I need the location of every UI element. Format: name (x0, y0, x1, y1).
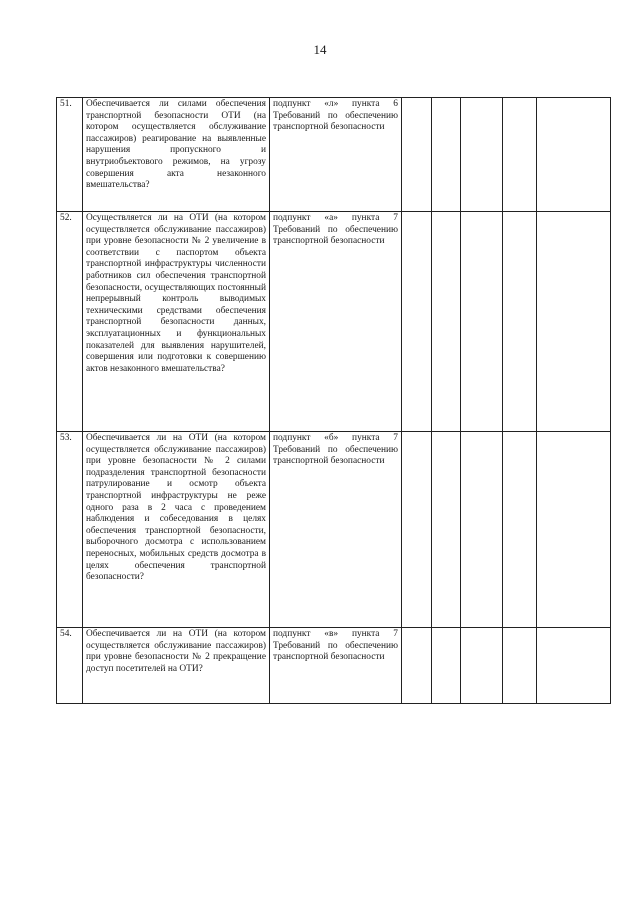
checklist-table (56, 97, 611, 704)
row-number: 52. (57, 212, 83, 432)
table-row (57, 432, 611, 628)
empty-cell (503, 432, 537, 628)
question-text: Обеспечивается ли на ОТИ (на котором осуществляется обслуживание пассажиров) при уровне безопасности № 2 силами подразделения транспортной безопасности патрулирование и осмотр объекта транспортной инфраструктуры не реже одного раза в 2 часа с проведением наблюдения и собеседования в целях обеспечения транспортной безопасности, выборочного досмотра с использованием переносных, мобильных средств досмотра в целях обеспечения транспортной безопасности? (83, 432, 270, 628)
empty-cell (537, 98, 611, 212)
empty-cell (461, 432, 503, 628)
reference-text: подпункт «б» пункта 7 Требований по обеспечению транспортной безопасности (270, 432, 402, 628)
row-number: 53. (57, 432, 83, 628)
empty-cell (461, 212, 503, 432)
empty-cell (461, 98, 503, 212)
question-text: Обеспечивается ли на ОТИ (на котором осуществляется обслуживание пассажиров) при уровне безопасности № 2 прекращение доступ посетителей на ОТИ? (83, 628, 270, 704)
row-number: 51. (57, 98, 83, 212)
empty-cell (432, 432, 461, 628)
empty-cell (537, 628, 611, 704)
reference-text: подпункт «а» пункта 7 Требований по обеспечению транспортной безопасности (270, 212, 402, 432)
question-text: Обеспечивается ли силами обеспечения транспортной безопасности ОТИ (на котором осуществляется обслуживание пассажиров) реагирование на выявленные нарушения пропускного и внутриобъектового режимов, на угрозу совершения акта незаконного вмешательства? (83, 98, 270, 212)
empty-cell (432, 628, 461, 704)
empty-cell (402, 628, 432, 704)
empty-cell (503, 212, 537, 432)
empty-cell (503, 628, 537, 704)
question-text: Осуществляется ли на ОТИ (на котором осуществляется обслуживание пассажиров) при уровне безопасности № 2 увеличение в соответствии с паспортом объекта транспортной инфраструктуры численности работников сил обеспечения транспортной безопасности, осуществляющих постоянный непрерывный контроль выводимых техническими средствами обеспечения транспортной безопасности данных, эксплуатационных и функциональных показателей для выявления нарушителей, совершения или подготовки к совершению актов незаконного вмешательства? (83, 212, 270, 432)
reference-text: подпункт «л» пункта 6 Требований по обеспечению транспортной безопасности (270, 98, 402, 212)
empty-cell (537, 432, 611, 628)
empty-cell (537, 212, 611, 432)
reference-text: подпункт «в» пункта 7 Требований по обеспечению транспортной безопасности (270, 628, 402, 704)
empty-cell (503, 98, 537, 212)
table-row (57, 98, 611, 212)
empty-cell (402, 212, 432, 432)
empty-cell (432, 212, 461, 432)
empty-cell (432, 98, 461, 212)
empty-cell (402, 432, 432, 628)
empty-cell (461, 628, 503, 704)
empty-cell (402, 98, 432, 212)
table-row (57, 212, 611, 432)
table-row (57, 628, 611, 704)
page-number: 14 (313, 42, 327, 57)
row-number: 54. (57, 628, 83, 704)
